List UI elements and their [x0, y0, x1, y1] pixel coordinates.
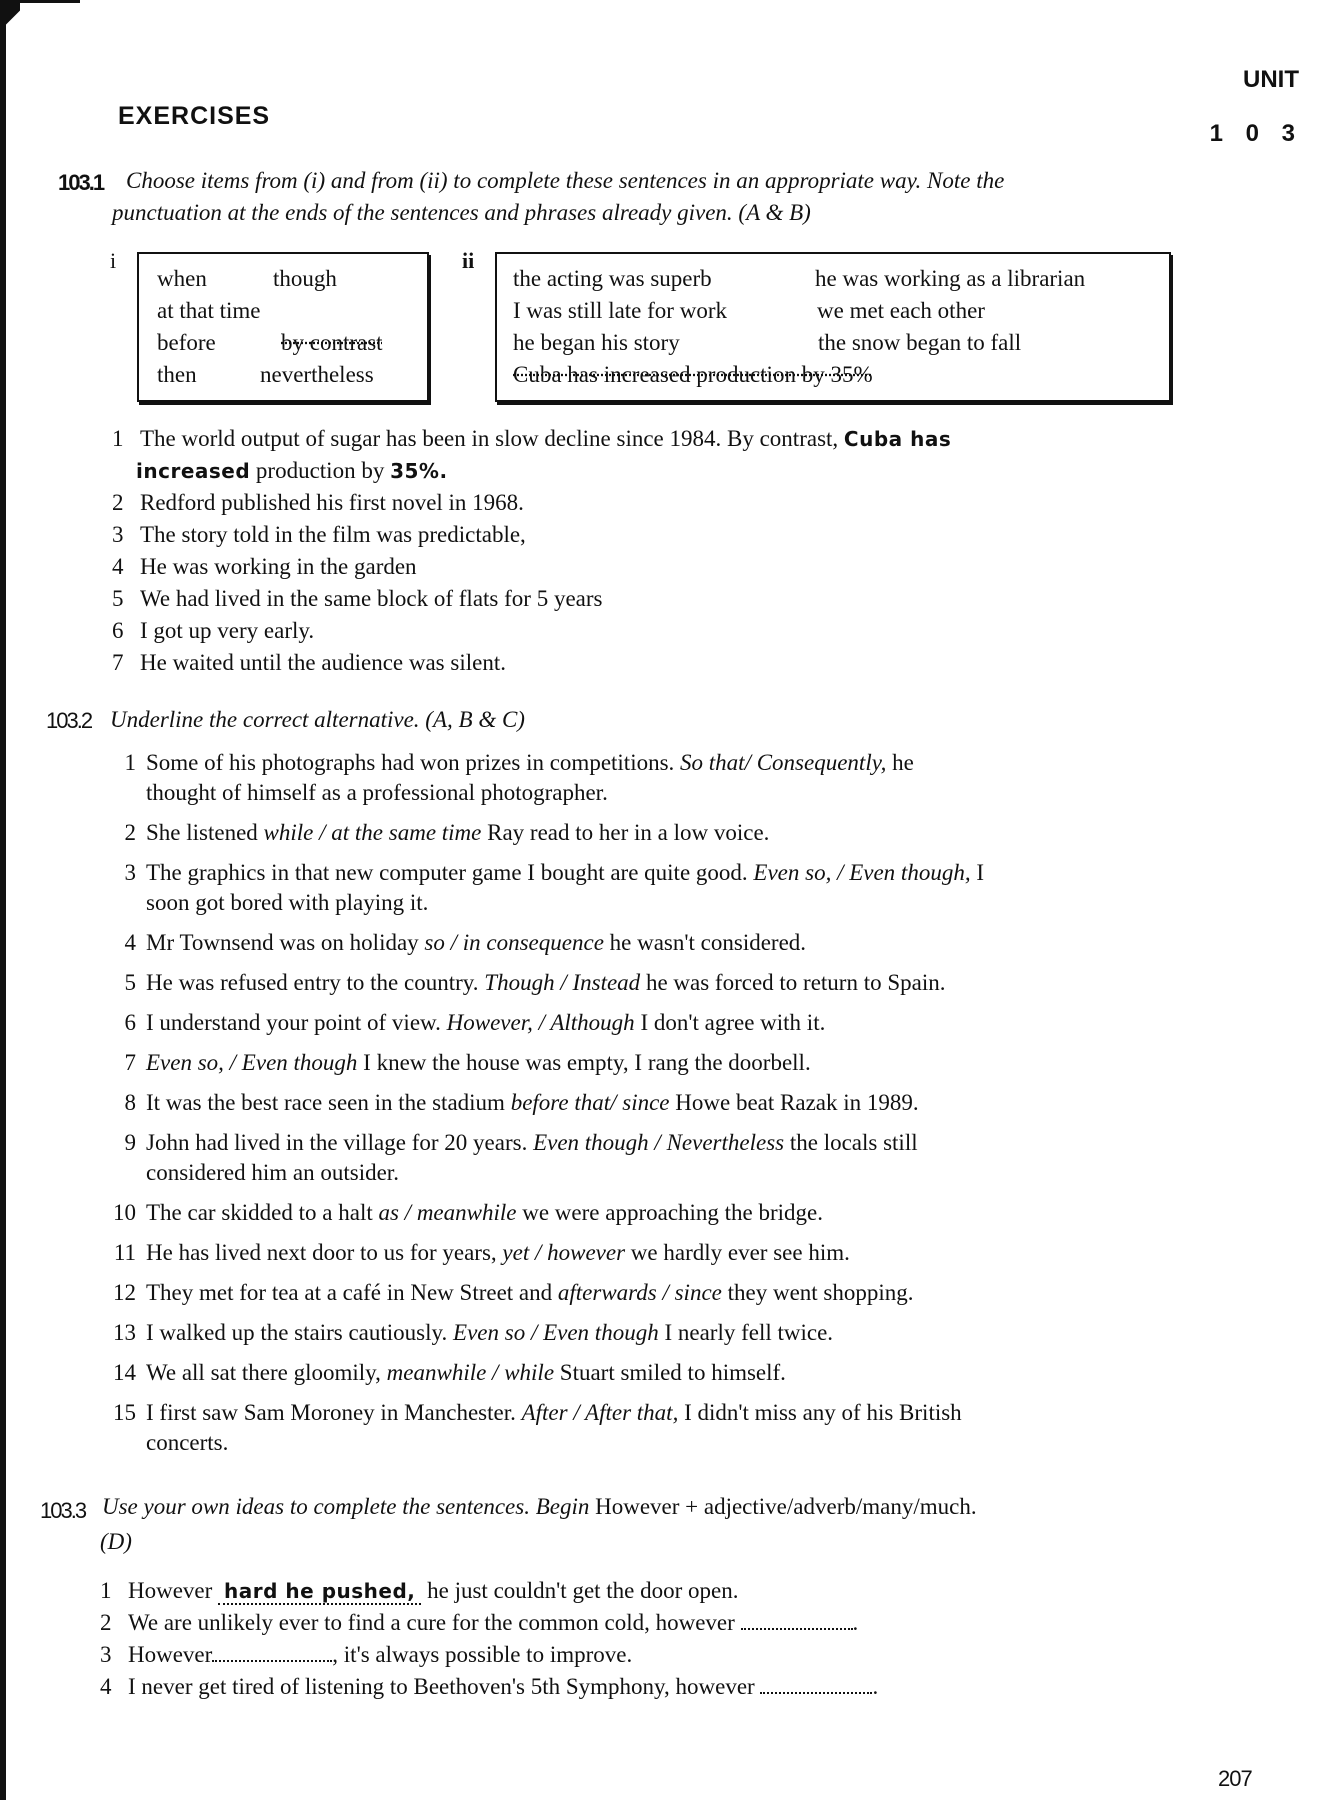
item-number: 1 — [100, 1578, 112, 1603]
exercise-2-item — [94, 970, 946, 996]
box-i-item: before — [157, 330, 216, 355]
exercise-1-items — [112, 426, 1212, 686]
item-text: we were approaching the bridge. — [522, 1200, 824, 1225]
item-number: 5 — [124, 970, 136, 995]
exercise-2-instruction: Underline the correct alternative. (A, B & C) — [110, 707, 525, 732]
item-text: Redford published his first novel in 1968. — [140, 490, 524, 515]
exercise-2-item — [94, 860, 984, 886]
handwritten-answer: Cuba has — [843, 427, 952, 451]
margin-rule — [0, 0, 6, 1800]
exercise-2-item-continuation: soon got bored with playing it. — [146, 890, 429, 915]
exercise-2-item — [94, 1010, 825, 1036]
item-text: I — [976, 860, 984, 885]
item-text: they went shopping. — [727, 1280, 914, 1305]
alternative-choice[interactable]: So that/ Consequently, — [680, 750, 887, 775]
item-text: We are unlikely ever to find a cure for the common cold, however — [128, 1610, 735, 1635]
item-text: Some of his photographs had won prizes in competitions. — [146, 750, 675, 775]
exercise-3-item — [100, 1674, 878, 1700]
item-number: 6 — [112, 618, 124, 643]
exercise-2-item — [94, 750, 914, 776]
alternative-choice[interactable]: Even so, / Even though, — [753, 860, 971, 885]
answer-blank[interactable] — [212, 1660, 332, 1662]
exercises-heading: EXERCISES — [118, 102, 271, 130]
item-text: He waited until the audience was silent. — [140, 650, 506, 675]
item-text: I walked up the stairs cautiously. — [146, 1320, 448, 1345]
item-text: I didn't miss any of his British — [684, 1400, 962, 1425]
item-text: . — [852, 1610, 859, 1635]
item-text: . — [872, 1674, 879, 1699]
box-i-item: nevertheless — [260, 362, 374, 387]
exercise-1-item — [112, 554, 417, 580]
exercise-1-item — [112, 586, 602, 612]
exercise-1-item — [112, 426, 951, 452]
item-number: 1 — [112, 426, 124, 451]
box-ii-item: he was working as a librarian — [815, 266, 1086, 291]
item-text: It was the best race seen in the stadium — [146, 1090, 505, 1115]
exercise-2-item — [94, 1360, 786, 1386]
item-text: I never get tired of listening to Beethoven's 5th Symphony, however — [128, 1674, 755, 1699]
item-text: I don't agree with it. — [640, 1010, 826, 1035]
item-text: We had lived in the same block of flats for 5 years — [140, 586, 603, 611]
exercise-2-item — [94, 1130, 918, 1156]
box-i-label: i — [110, 248, 117, 273]
exercise-2-item — [94, 1320, 833, 1346]
alternative-choice[interactable]: while / at the same time — [263, 820, 482, 845]
item-text: We all sat there gloomily, — [146, 1360, 381, 1385]
item-text: The story told in the film was predictable, — [140, 522, 526, 547]
item-text: production by — [255, 458, 385, 483]
alternative-choice[interactable]: so / in consequence — [424, 930, 604, 955]
item-number: 9 — [124, 1130, 136, 1155]
item-number: 7 — [112, 650, 124, 675]
exercise-3-items — [100, 1578, 1220, 1718]
exercise-1-item — [112, 650, 506, 676]
box-ii-item: we met each other — [817, 298, 985, 323]
item-text: I got up very early. — [140, 618, 315, 643]
alternative-choice[interactable]: yet / however — [502, 1240, 626, 1265]
box-ii-item: he began his story — [513, 330, 680, 355]
exercise-2-item-continuation: concerts. — [146, 1430, 229, 1455]
item-number: 4 — [112, 554, 124, 579]
alternative-choice[interactable]: meanwhile / while — [386, 1360, 555, 1385]
exercise-2-item-continuation: thought of himself as a professional photographer. — [146, 780, 608, 805]
alternative-choice[interactable]: After / After that, — [521, 1400, 679, 1425]
exercise-2-item — [94, 1090, 919, 1116]
exercise-2-item — [94, 1050, 811, 1076]
item-text: he — [892, 750, 914, 775]
exercise-2-item — [94, 1240, 850, 1266]
box-ii-item: the snow began to fall — [818, 330, 1022, 355]
exercise-number-1: 103.1 — [58, 170, 104, 195]
item-text: I understand your point of view. — [146, 1010, 441, 1035]
word-box-ii — [495, 252, 1171, 402]
alternative-choice[interactable]: Even so, / Even though — [146, 1050, 358, 1075]
alternative-choice[interactable]: before that/ since — [510, 1090, 670, 1115]
item-text: She listened — [146, 820, 258, 845]
item-text: Stuart smiled to himself. — [559, 1360, 786, 1385]
item-text: he just couldn't get the door open. — [427, 1578, 739, 1603]
item-text: Mr Townsend was on holiday — [146, 930, 419, 955]
alternative-choice[interactable]: Even though / Nevertheless — [533, 1130, 785, 1155]
item-number: 12 — [113, 1280, 136, 1305]
item-text: He was refused entry to the country. — [146, 970, 479, 995]
answer-blank[interactable] — [760, 1692, 872, 1694]
item-text: The car skidded to a halt — [146, 1200, 373, 1225]
box-ii-label: ii — [462, 248, 475, 273]
box-i-item: when — [157, 266, 207, 291]
item-text: I first saw Sam Moroney in Manchester. — [146, 1400, 516, 1425]
alternative-choice[interactable]: as / meanwhile — [378, 1200, 517, 1225]
box-ii-item: the acting was superb — [513, 266, 712, 291]
item-text: The world output of sugar has been in slow decline since 1984. By contrast, — [140, 426, 839, 451]
item-number: 11 — [113, 1240, 136, 1265]
exercise-2-item — [94, 1400, 962, 1426]
exercise-3-item — [100, 1578, 739, 1605]
box-ii-item-used: Cuba has increased production by 35% — [513, 362, 873, 387]
item-number: 1 — [124, 750, 136, 775]
exercise-1-instruction-line1: Choose items from (i) and from (ii) to complete these sentences in an appropriate way. Note the — [126, 168, 1005, 193]
item-number: 7 — [124, 1050, 136, 1075]
exercise-2-item — [94, 1200, 823, 1226]
instruction-italic: Use your own ideas to complete the sentences. Begin — [102, 1494, 590, 1519]
item-text: he wasn't considered. — [609, 930, 807, 955]
item-number: 10 — [113, 1200, 136, 1225]
item-text: I knew the house was empty, I rang the doorbell. — [363, 1050, 811, 1075]
alternative-choice[interactable]: Though / Instead — [484, 970, 641, 995]
box-i-item: then — [157, 362, 197, 387]
answer-blank[interactable] — [741, 1628, 853, 1630]
item-text: the locals still — [789, 1130, 918, 1155]
box-i-item-used: by contrast — [281, 330, 383, 355]
item-number: 14 — [113, 1360, 136, 1385]
answer-blank-filled[interactable]: hard he pushed, — [218, 1579, 421, 1605]
box-i-item: though — [273, 266, 337, 291]
exercise-1-item-continuation — [136, 458, 448, 484]
exercise-number-2: 103.2 — [46, 708, 92, 733]
item-number: 3 — [100, 1642, 112, 1667]
alternative-choice[interactable]: However, / Although — [446, 1010, 635, 1035]
item-text: However — [128, 1642, 213, 1667]
unit-label: UNIT — [1243, 66, 1299, 93]
item-number: 5 — [112, 586, 124, 611]
handwritten-answer: increased — [136, 459, 251, 483]
unit-number: 1 0 3 — [1209, 120, 1303, 147]
item-text: However — [128, 1578, 213, 1603]
exercise-3-item — [100, 1642, 632, 1668]
item-number: 8 — [124, 1090, 136, 1115]
item-number: 15 — [113, 1400, 136, 1425]
item-number: 3 — [112, 522, 124, 547]
item-text: He has lived next door to us for years, — [146, 1240, 497, 1265]
alternative-choice[interactable]: Even so / Even though — [453, 1320, 659, 1345]
instruction-plain: However + adjective/adverb/many/much. — [595, 1494, 977, 1519]
item-number: 6 — [124, 1010, 136, 1035]
item-text: , it's always possible to improve. — [332, 1642, 633, 1667]
item-text: he was forced to return to Spain. — [645, 970, 946, 995]
exercise-3-item — [100, 1610, 858, 1636]
item-number: 3 — [124, 860, 136, 885]
margin-rule-notch — [6, 0, 20, 40]
item-number: 4 — [124, 930, 136, 955]
exercise-2-items — [94, 750, 1224, 1480]
item-text: He was working in the garden — [140, 554, 417, 579]
item-number: 13 — [113, 1320, 136, 1345]
box-i-item: at that time — [157, 298, 261, 323]
exercise-number-3: 103.3 — [40, 1498, 86, 1523]
page-number: 207 — [1218, 1766, 1252, 1791]
item-text: Howe beat Razak in 1989. — [675, 1090, 919, 1115]
exercise-1-item — [112, 490, 524, 516]
item-number: 2 — [124, 820, 136, 845]
word-box-i — [137, 252, 429, 402]
exercise-1-item — [112, 522, 526, 548]
exercise-1-instruction-line2: punctuation at the ends of the sentences and phrases already given. (A & B) — [112, 200, 811, 225]
item-text: John had lived in the village for 20 years. — [146, 1130, 528, 1155]
exercise-3-instruction-line2: (D) — [100, 1529, 132, 1554]
alternative-choice[interactable]: afterwards / since — [557, 1280, 722, 1305]
handwritten-answer: 35%. — [390, 459, 448, 483]
item-text: we hardly ever see him. — [630, 1240, 850, 1265]
exercise-2-item-continuation: considered him an outsider. — [146, 1160, 399, 1185]
item-text: I nearly fell twice. — [664, 1320, 834, 1345]
exercise-2-item — [94, 820, 769, 846]
item-number: 4 — [100, 1674, 112, 1699]
exercise-1-item — [112, 618, 314, 644]
item-text: Ray read to her in a low voice. — [487, 820, 770, 845]
item-number: 2 — [112, 490, 124, 515]
exercise-2-item — [94, 1280, 914, 1306]
exercise-3-instruction — [102, 1494, 977, 1520]
box-ii-item: I was still late for work — [513, 298, 727, 323]
item-number: 2 — [100, 1610, 112, 1635]
item-text: They met for tea at a café in New Street and — [146, 1280, 553, 1305]
item-text: The graphics in that new computer game I bought are quite good. — [146, 860, 748, 885]
exercise-2-item — [94, 930, 806, 956]
